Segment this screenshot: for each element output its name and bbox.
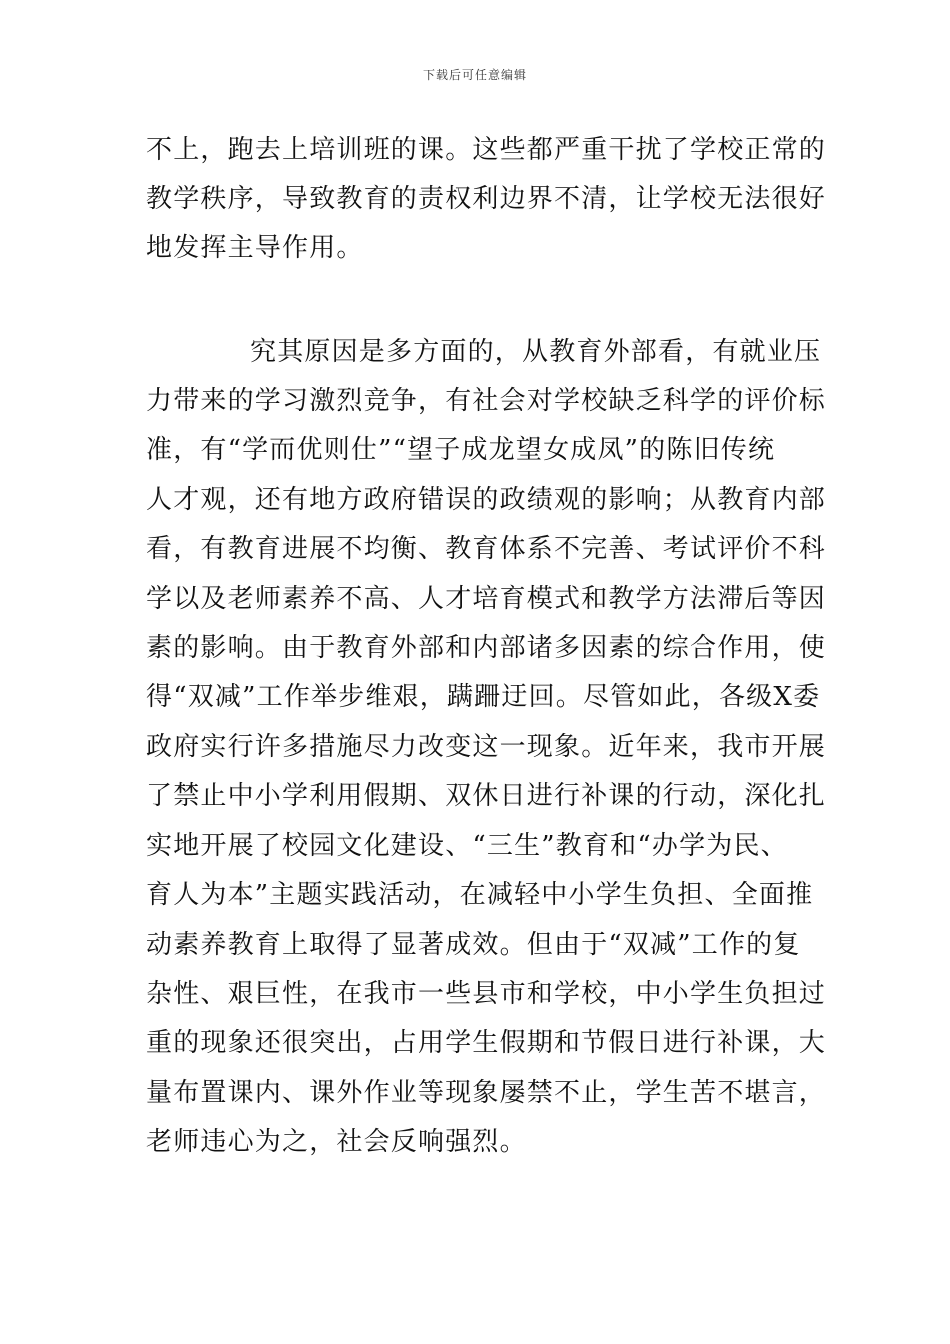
- paragraph-line: 究其原因是多方面的，从教育外部看，有就业压: [250, 337, 822, 367]
- paragraph-line: 量布置课内、课外作业等现象屡禁不止，学生苦不堪言，: [146, 1078, 827, 1108]
- paragraph-line: 地发挥主导作用。: [146, 233, 364, 263]
- paragraph-line: 学以及老师素养不高、人才培育模式和教学方法滞后等因: [146, 584, 827, 614]
- header-note: 下载后可任意编辑: [422, 68, 527, 82]
- paragraph-line: 人才观，还有地方政府错误的政绩观的影响；从教育内部: [146, 485, 827, 515]
- paragraph-line: 教学秩序，导致教育的责权利边界不清，让学校无法很好: [146, 184, 827, 214]
- paragraph-line: 杂性、艰巨性，在我市一些县市和学校，中小学生负担过: [146, 979, 827, 1009]
- paragraph-line: 实地开展了校园文化建设、“三生”教育和“办学为民、: [146, 831, 788, 861]
- paragraph-line: 政府实行许多措施尽力改变这一现象。近年来，我市开展: [146, 732, 827, 762]
- paragraph-line: 看，有教育进展不均衡、教育体系不完善、考试评价不科: [146, 534, 827, 564]
- paragraph-line: 了禁止中小学利用假期、双休日进行补课的行动，深化扎: [146, 781, 827, 811]
- paragraph-line: 不上，跑去上培训班的课。这些都严重干扰了学校正常的: [146, 135, 827, 165]
- paragraph-line: 素的影响。由于教育外部和内部诸多因素的综合作用，使: [146, 633, 827, 663]
- paragraph-line: 力带来的学习激烈竞争，有社会对学校缺乏科学的评价标: [146, 386, 827, 416]
- paragraph-line: 育人为本”主题实践活动，在减轻中小学生负担、全面推: [146, 880, 814, 910]
- paragraph-line: 重的现象还很突出，占用学生假期和节假日进行补课，大: [146, 1028, 827, 1058]
- paragraph-line: 准，有“学而优则仕”“望子成龙望女成凤”的陈旧传统: [146, 435, 776, 465]
- paragraph-line: 动素养教育上取得了显著成效。但由于“双减”工作的复: [146, 930, 801, 960]
- paragraph-line: 得“双减”工作举步维艰，蹒跚迂回。尽管如此，各级X委: [146, 682, 821, 712]
- paragraph-line: 老师违心为之，社会反响强烈。: [146, 1127, 527, 1157]
